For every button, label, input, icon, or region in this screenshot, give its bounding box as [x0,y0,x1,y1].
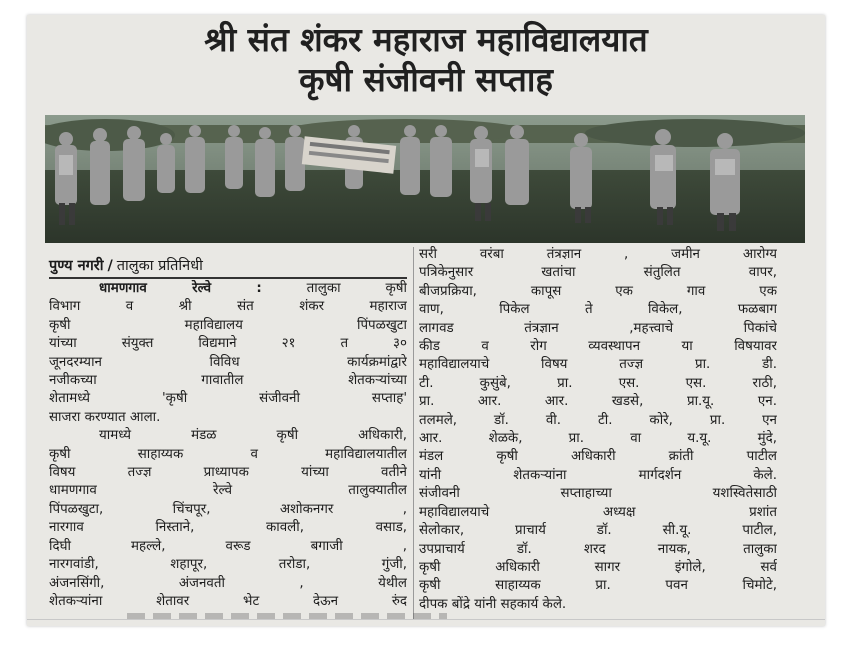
article-line: लागवड तंत्रज्ञान ,महत्त्वाचे पिकांचे [419,320,777,336]
news-photo [45,115,805,243]
article-line: सरी वरंबा तंत्रज्ञान , जमीन आरोग्य [419,247,777,262]
dateline: धामणगाव रेल्वे : [99,281,262,296]
article-line: विषय तज्ज्ञ प्राध्यापक यांच्या वतीने [49,465,407,481]
article-line: दीपक बोंद्रे यांनी सहकार्य केले. [419,596,567,612]
article-line: प्रा. आर. आर. खडसे, प्रा.यू. एन. [419,394,777,410]
article-line: कृषी साहाय्यक व महाविद्यालयातील [49,446,407,462]
headline-line-2: कृषी संजीवनी सप्ताह [299,60,553,99]
article-line: बीजप्रक्रिया, कापूस एक गाव एक [419,283,777,299]
article-line-text: तालुका कृषी [306,281,407,296]
article-line: महाविद्यालयाचे विषय तज्ज्ञ प्रा. डी. [419,357,777,373]
article-line: साजरा करण्यात आला. [49,409,161,425]
byline-separator: / [107,258,113,274]
article-line: पिंपळखुटा, चिंचपूर, अशोकनगर , [49,501,407,517]
clipping-bottom-edge [27,619,825,626]
byline [49,255,407,279]
article-line: उपप्राचार्य डॉ. शरद नायक, तालुका [419,541,777,557]
article-line: विभाग व श्री संत शंकर महाराज [49,299,407,315]
article-line [49,280,407,298]
byline-reporter: तालुका प्रतिनिधी [116,258,203,274]
article-line: नारगवांडी, शहापूर, तरोडा, गुंजी, [49,557,407,573]
article-line: महाविद्यालयाचे अध्यक्ष प्रशांत [419,504,777,520]
article-line: नारगाव निस्ताने, कावली, वसाड, [49,520,407,536]
article-line: जूनदरम्यान विविध कार्यक्रमांद्वारे [49,354,407,370]
article-line: मंडल कृषी अधिकारी क्रांती पाटील [419,449,777,465]
article-column-left [49,280,407,611]
article-line: कृषी साहाय्यक प्रा. पवन चिमोटे, [419,578,777,594]
article-line: धामणगाव रेल्वे तालुक्यातील [49,483,407,499]
article-line: पत्रिकेनुसार खतांचा संतुलित वापर, [419,265,777,281]
article-line: सेलोकार, प्राचार्य डॉ. सी.यू. पाटील, [419,523,777,539]
article-column-right [419,246,777,614]
article-line: संजीवनी सप्ताहाच्या यशस्वितेसाठी [419,486,777,502]
byline-source: पुण्य नगरी [49,258,104,274]
field-group-photo [45,115,805,243]
article-line: आर. शेळके, प्रा. वा य.यू. मुंदे, [419,431,777,447]
article-line: दिघी महल्ले, वरूड बगाजी , [49,538,407,554]
article-line: शेतकऱ्यांना शेतावर भेट देऊन रुंद [49,593,407,609]
article-line: नजीकच्या गावातील शेतकऱ्यांच्या [49,373,407,389]
article-line: कीड व रोग व्यवस्थापन या विषयावर [419,339,777,355]
column-divider [413,247,414,625]
article-line: यांनी शेतकऱ्यांना मार्गदर्शन केले. [419,467,777,483]
article-line: कृषी महाविद्यालय पिंपळखुटा [49,317,407,333]
headline-line-1: श्री संत शंकर महाराज महाविद्यालयात [204,20,648,59]
article-line: शेतामध्ये 'कृषी संजीवनी सप्ताह' [49,391,407,407]
article-line: यांच्या संयुक्त विद्यमाने २१ त ३० [49,336,407,352]
article-line: यामध्ये मंडळ कृषी अधिकारी, [99,428,407,444]
article-line: वाण, पिकेल ते विकेल, फळबाग [419,302,777,318]
article-line: कृषी अधिकारी सागर इंगोले, सर्व [419,559,777,575]
article-line: अंजनसिंगी, अंजनवती , येथील [49,575,407,591]
newspaper-clipping [27,15,825,626]
article-line: टी. कुसुंबे, प्रा. एस. एस. राठी, [419,375,777,391]
article-line: तलमले, डॉ. वी. टी. कोरे, प्रा. एन [419,412,777,428]
